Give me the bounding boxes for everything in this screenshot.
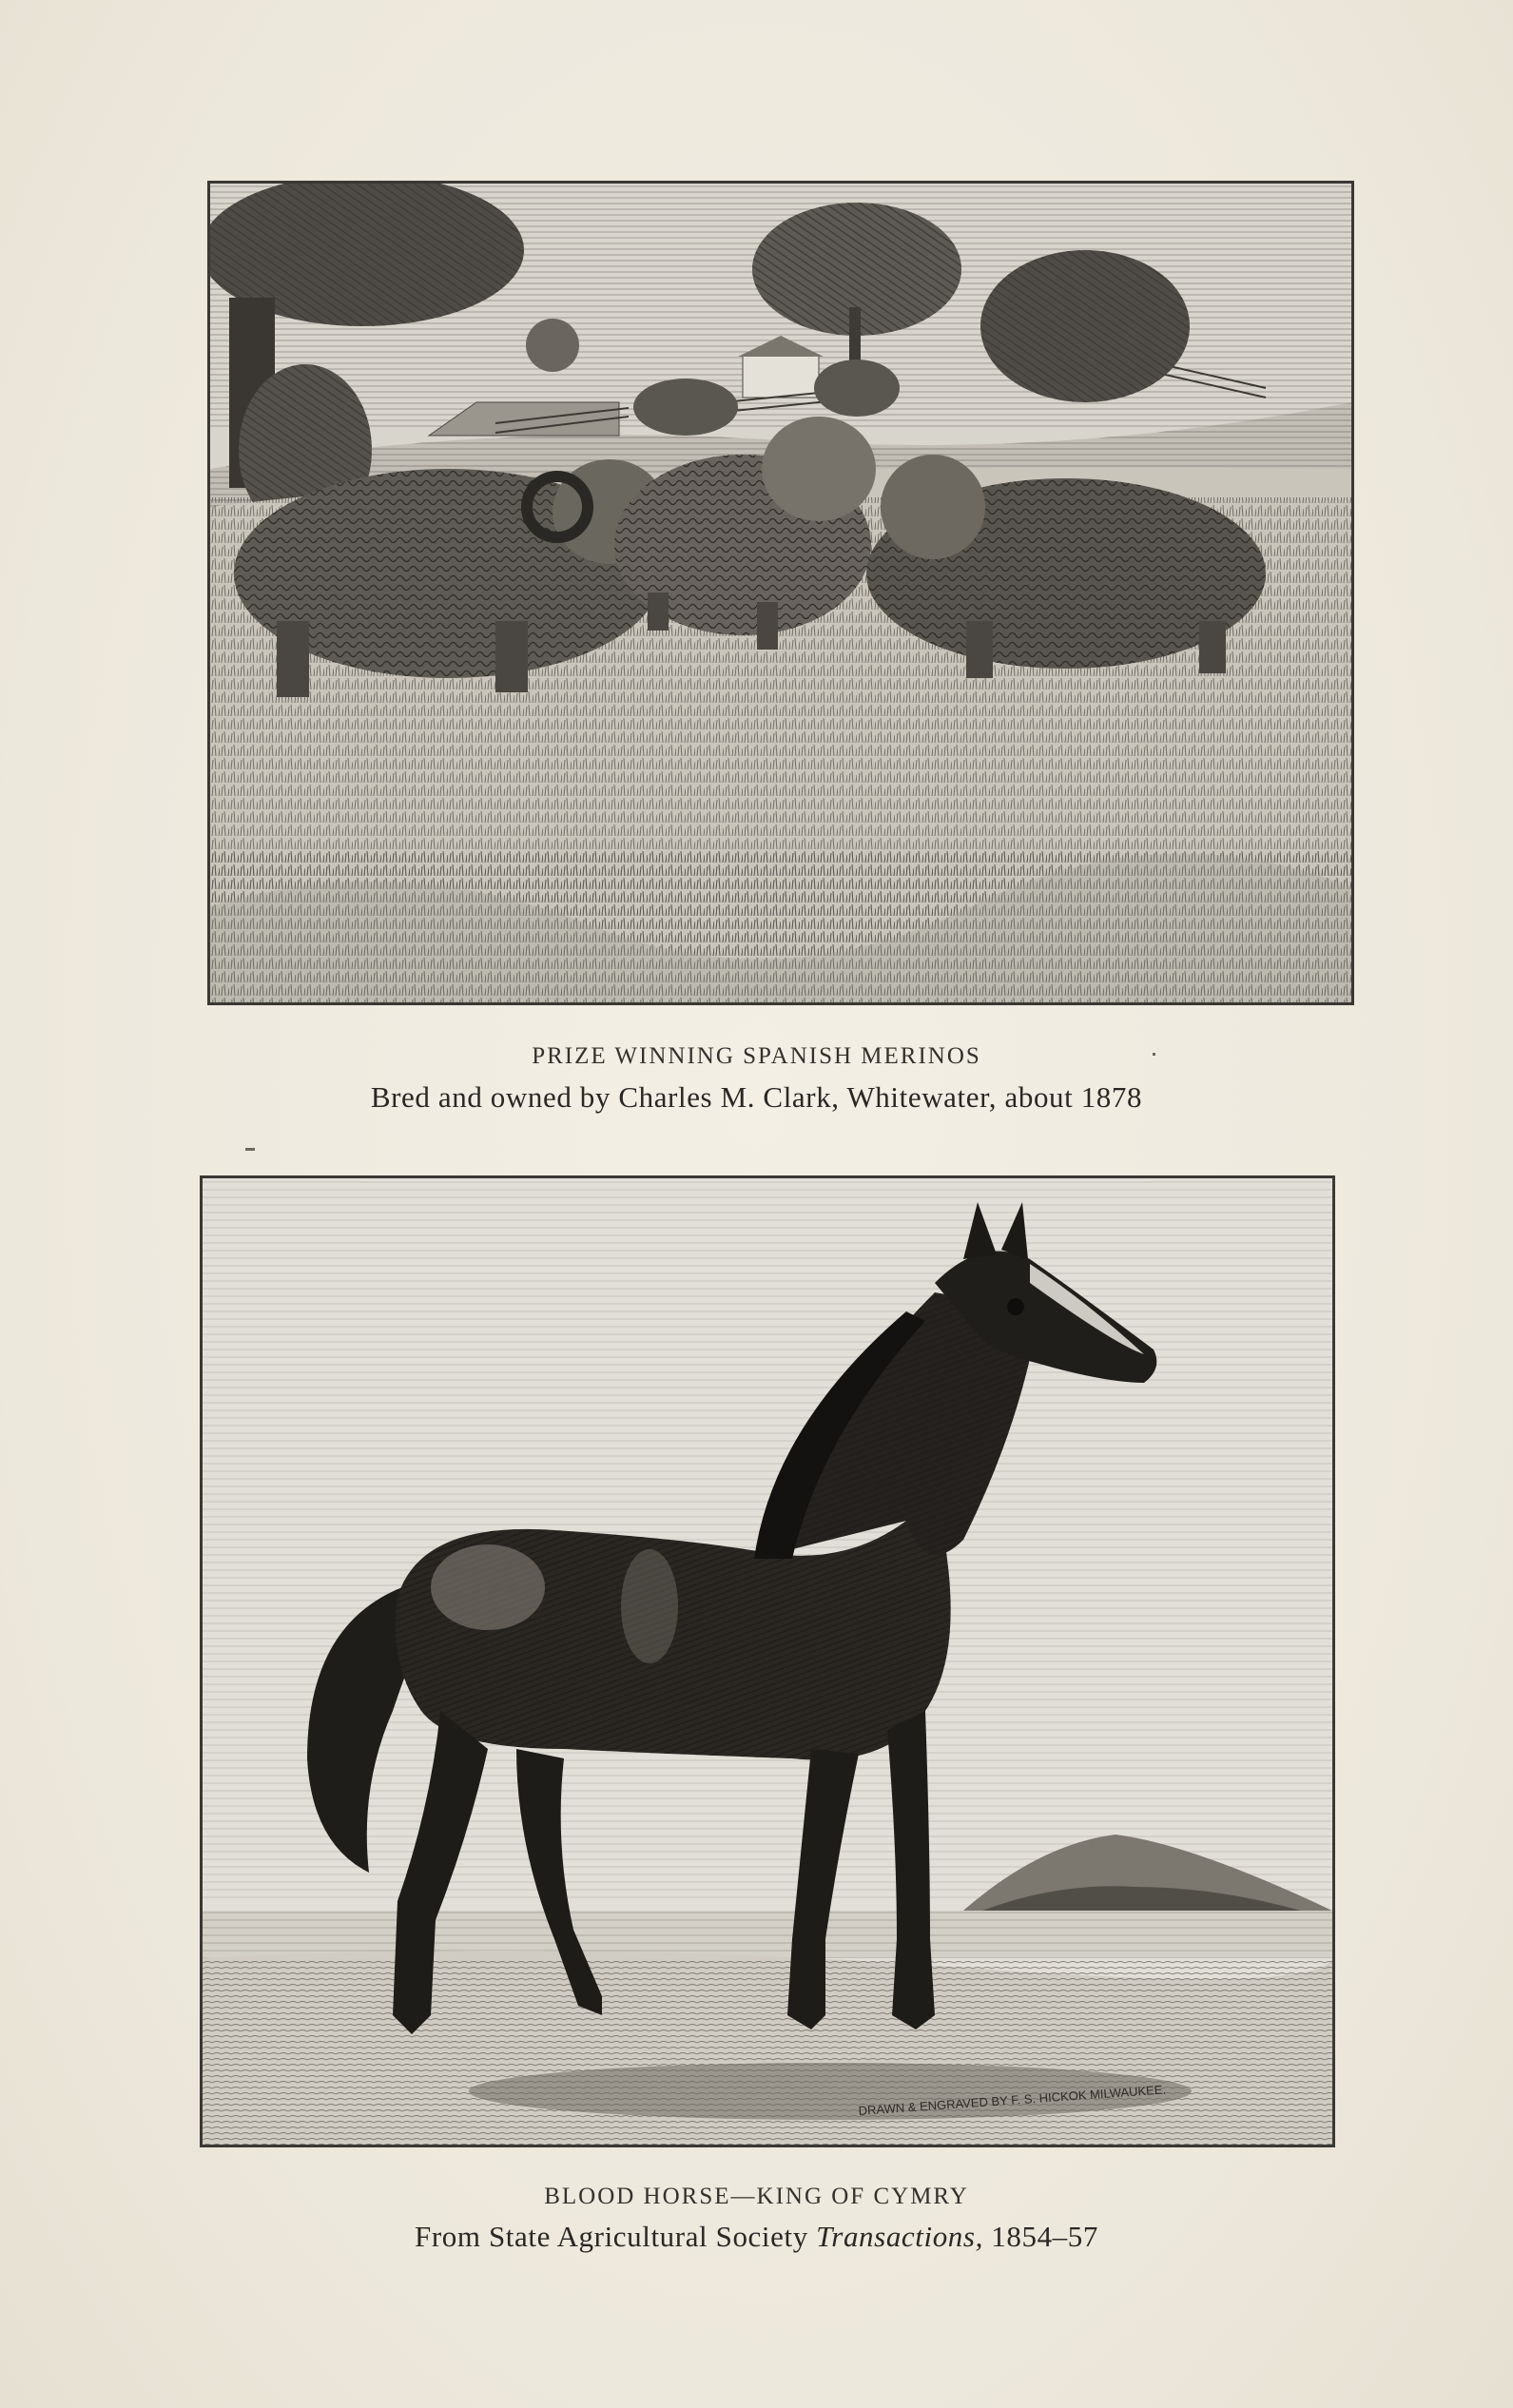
print-speck <box>1153 1053 1155 1056</box>
merinos-caption-subtitle: Bred and owned by Charles M. Clark, Whitewater, about 1878 <box>370 1080 1143 1114</box>
horse-caption-prefix: From State Agricultural Society <box>415 2220 817 2253</box>
merinos-engraving <box>207 181 1354 1005</box>
horse-caption-subtitle <box>0 2220 1513 2254</box>
merinos-illustration <box>210 184 1351 1002</box>
print-speck <box>245 1148 255 1151</box>
horse-engraving <box>200 1175 1335 2147</box>
engraver-credit: DRAWN & ENGRAVED BY F. S. HICKOK MILWAUKEE. <box>858 2082 1167 2118</box>
horse-illustration <box>203 1178 1332 2145</box>
horse-caption-title: BLOOD HORSE—KING OF CYMRY <box>544 2184 969 2209</box>
horse-caption-suffix: 1854–57 <box>982 2220 1098 2253</box>
horse-caption-italic: Transactions, <box>816 2220 983 2253</box>
merinos-caption-title: PRIZE WINNING SPANISH MERINOS <box>532 1043 981 1069</box>
